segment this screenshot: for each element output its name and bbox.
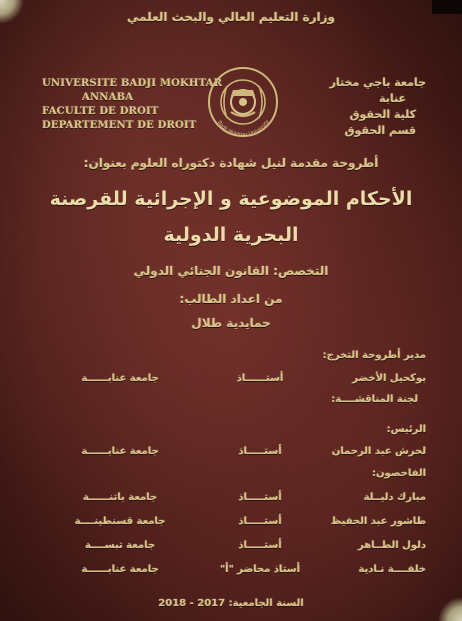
thesis-subtitle: أطروحة مقدمة لنيل شهادة دكتوراه العلوم بعنوان: bbox=[83, 156, 379, 170]
president-university: جامعة عنابــــــة bbox=[81, 446, 159, 457]
examiner-university: جامعة باتنــــــة bbox=[82, 492, 158, 503]
examiner-name: خلفــــة نـادية bbox=[358, 564, 426, 575]
svg-text:Badji Mokhtar University: Badji Mokhtar University bbox=[216, 118, 271, 139]
university-logo-icon bbox=[203, 62, 283, 142]
jury-heading: لجنة المناقشــــة: bbox=[331, 394, 418, 405]
examiner-university: جامعة قسنطينــــة bbox=[74, 516, 166, 527]
examiner-rank: أستاذ محاضر "أ" bbox=[219, 564, 301, 575]
examiner-name: طاشور عبد الحفيظ bbox=[330, 516, 426, 527]
examiner-name: دلول الطــاهر bbox=[358, 540, 426, 551]
academic-year: السنة الجامعية: 2017 - 2018 bbox=[158, 598, 304, 609]
ministry-line: وزارة التعليم العالي والبحث العلمي bbox=[126, 10, 336, 24]
examiner-rank: أستـــــاذ bbox=[238, 516, 282, 527]
president-rank: أستـــــاذ bbox=[238, 446, 282, 457]
examiner-name: مبارك دليــلة bbox=[363, 492, 426, 503]
supervisor-university: جامعة عنابــــــة bbox=[81, 373, 159, 384]
city-fr: ANNABA bbox=[82, 92, 134, 103]
department-fr: DEPARTEMENT DE DROIT bbox=[42, 120, 197, 131]
university-name-fr: UNIVERSITE BADJI MOKHTAR bbox=[42, 78, 223, 89]
examiner-university: جامعة تبســــة bbox=[84, 540, 156, 551]
thesis-title-line2: البحرية الدولية bbox=[163, 224, 299, 246]
president-name: لحرش عبد الرحمان bbox=[331, 446, 426, 457]
examiner-university: جامعة عنابــــــة bbox=[81, 564, 159, 575]
president-heading: الرئيس: bbox=[386, 424, 426, 435]
examiner-rank: أستـــــاذ bbox=[238, 492, 282, 503]
examiners-heading: الفاحصون: bbox=[372, 468, 426, 479]
supervisor-rank: أستــــــاذ bbox=[236, 373, 284, 384]
thesis-title-line1: الأحكام الموضوعية و الإجرائية للقرصنة bbox=[49, 188, 413, 210]
student-name: حمايدية طلال bbox=[191, 316, 271, 330]
specialty-line: التخصص: القانون الجنائي الدولي bbox=[133, 264, 329, 278]
faculty-fr: FACULTE DE DROIT bbox=[42, 106, 159, 117]
department-ar: قسم الحقوق bbox=[344, 124, 416, 137]
university-name-ar: جامعة باجي مختار bbox=[329, 76, 426, 89]
faculty-ar: كلية الحقوق bbox=[349, 108, 416, 121]
examiner-rank: أستـــــاذ bbox=[238, 540, 282, 551]
supervisor-name: بوكحيل الأخضر bbox=[352, 373, 426, 384]
city-ar: عنابة bbox=[379, 92, 406, 105]
prepared-by-label: من اعداد الطالب: bbox=[179, 292, 283, 306]
supervisor-heading: مدير أطروحة التخرج: bbox=[322, 350, 426, 361]
